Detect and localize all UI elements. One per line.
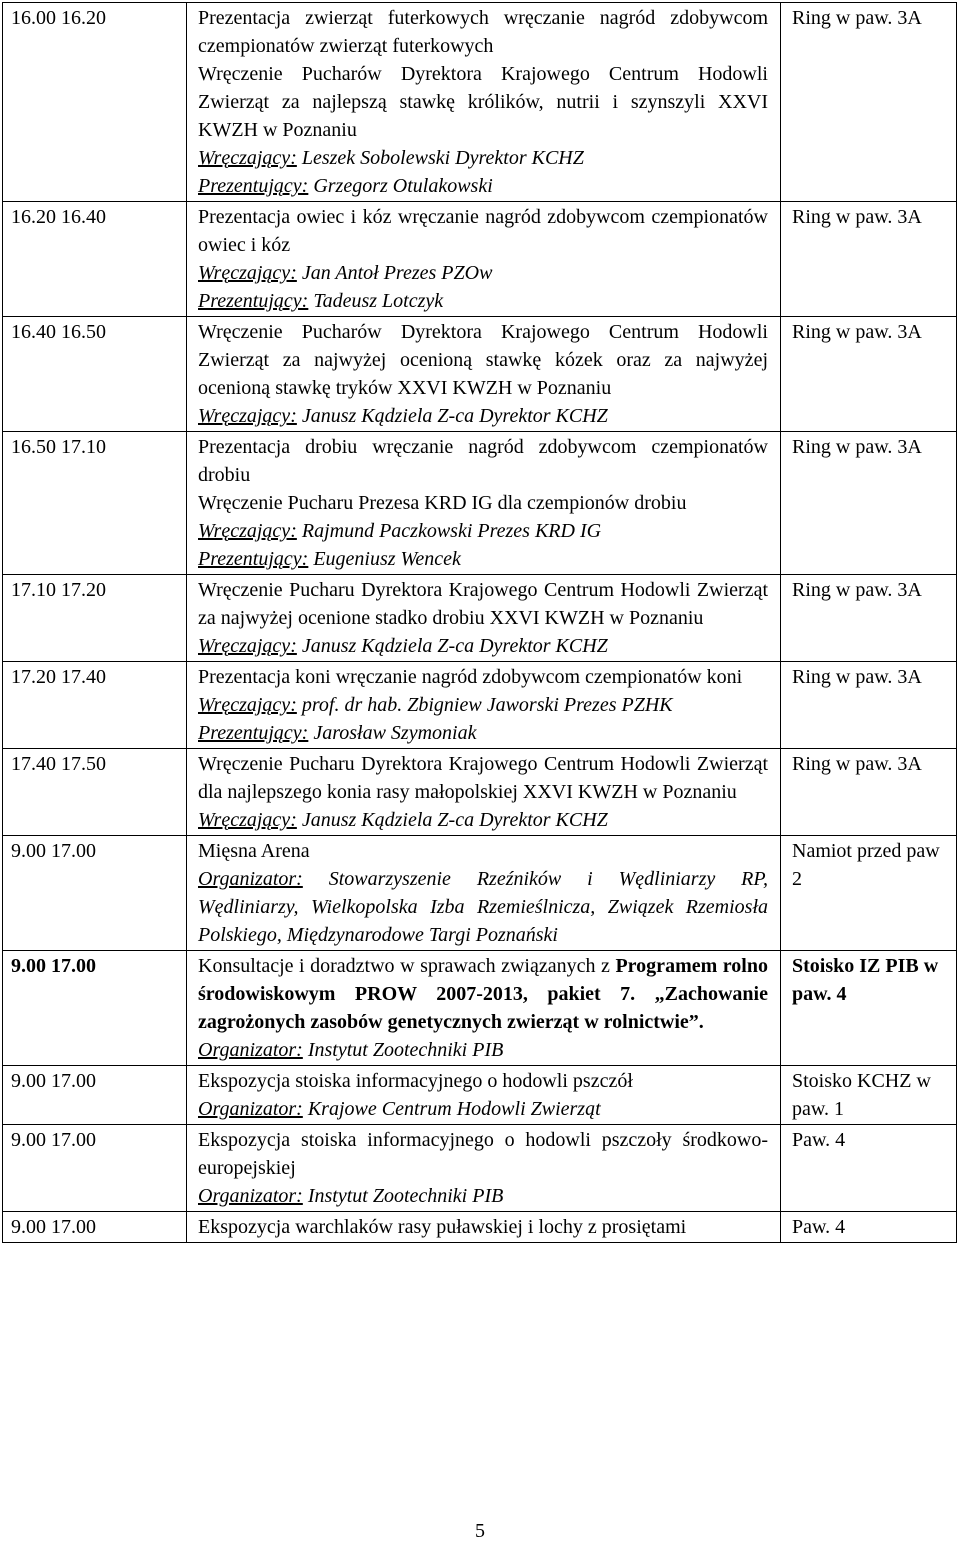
description-cell: [187, 575, 781, 662]
location-cell: Ring w paw. 3A: [781, 202, 957, 317]
schedule-row: [3, 432, 957, 575]
description-cell: [187, 749, 781, 836]
role-person: Tadeusz Lotczyk: [308, 290, 444, 312]
description-line: Mięsna Arena: [198, 840, 310, 862]
role-line: [198, 517, 768, 545]
role-label: Prezentujący:: [198, 722, 309, 744]
role-person: Janusz Kądziela Z-ca Dyrektor KCHZ: [296, 635, 608, 657]
description-cell: [187, 662, 781, 749]
schedule-row: [3, 662, 957, 749]
role-line: [198, 806, 768, 834]
role-line: [198, 865, 768, 949]
role-line: [198, 172, 768, 200]
role-label: Organizator:: [198, 868, 303, 890]
schedule-row: [3, 1125, 957, 1212]
description-text: Konsultacje i doradztwo w sprawach związanych z: [198, 955, 616, 977]
page-number: 5: [475, 1520, 485, 1542]
role-person: Janusz Kądziela Z-ca Dyrektor KCHZ: [296, 405, 608, 427]
time-cell: 16.50 17.10: [3, 432, 187, 575]
schedule-row: [3, 951, 957, 1066]
time-cell: 16.40 16.50: [3, 317, 187, 432]
role-line: [198, 1095, 768, 1123]
description-line: Prezentacja zwierząt futerkowych wręczanie nagród zdobywcom czempionatów zwierząt futerkowych: [198, 7, 768, 57]
schedule-table: [2, 2, 957, 1243]
location-cell: Ring w paw. 3A: [781, 749, 957, 836]
role-line: [198, 632, 768, 660]
time-cell: 17.10 17.20: [3, 575, 187, 662]
role-line: [198, 719, 768, 747]
role-label: Prezentujący:: [198, 175, 309, 197]
description-cell: [187, 3, 781, 202]
time-cell: 9.00 17.00: [3, 1212, 187, 1243]
schedule-row: [3, 317, 957, 432]
location-cell: Stoisko IZ PIB w paw. 4: [781, 951, 957, 1066]
description-line: Wręczenie Pucharu Dyrektora Krajowego Centrum Hodowli Zwierząt za najwyżej ocenione stadko drobiu XXVI KWZH w Poznaniu: [198, 579, 768, 629]
role-person: Janusz Kądziela Z-ca Dyrektor KCHZ: [296, 809, 608, 831]
description-cell: [187, 951, 781, 1066]
role-person: Grzegorz Otulakowski: [308, 175, 493, 197]
role-person: Jarosław Szymoniak: [308, 722, 477, 744]
description-line: Ekspozycja stoiska informacyjnego o hodowli pszczół: [198, 1070, 633, 1092]
role-label: Prezentujący:: [198, 290, 309, 312]
schedule-row: [3, 575, 957, 662]
description-line: Wręczenie Pucharów Dyrektora Krajowego Centrum Hodowli Zwierząt za najlepszą stawkę królików, nutrii i szynszyli XXVI KWZH w Poznaniu: [198, 63, 768, 141]
role-person: prof. dr hab. Zbigniew Jaworski Prezes PZHK: [296, 694, 673, 716]
location-cell: Ring w paw. 3A: [781, 662, 957, 749]
description-cell: [187, 1125, 781, 1212]
location-cell: Ring w paw. 3A: [781, 575, 957, 662]
role-label: Organizator:: [198, 1039, 303, 1061]
schedule-body: [3, 3, 957, 1243]
time-cell: 17.40 17.50: [3, 749, 187, 836]
role-person: Eugeniusz Wencek: [308, 548, 461, 570]
description-cell: [187, 317, 781, 432]
description-line: Wręczenie Pucharu Prezesa KRD IG dla czempionów drobiu: [198, 492, 687, 514]
description-line: Prezentacja owiec i kóz wręczanie nagród zdobywcom czempionatów owiec i kóz: [198, 206, 768, 256]
schedule-row: [3, 202, 957, 317]
role-line: [198, 402, 768, 430]
schedule-row: [3, 3, 957, 202]
role-label: Wręczający:: [198, 635, 297, 657]
location-cell: Namiot przed paw 2: [781, 836, 957, 951]
description-cell: [187, 202, 781, 317]
role-person: Leszek Sobolewski Dyrektor KCHZ: [296, 147, 584, 169]
location-cell: Paw. 4: [781, 1125, 957, 1212]
description-line: Wręczenie Pucharów Dyrektora Krajowego Centrum Hodowli Zwierząt za najwyżej ocenioną stawkę kózek oraz za najwyżej ocenioną stawkę tryków XXVI KWZH w Poznaniu: [198, 321, 768, 399]
description-cell: [187, 1066, 781, 1125]
role-label: Wręczający:: [198, 520, 297, 542]
description-cell: [187, 836, 781, 951]
role-label: Wręczający:: [198, 809, 297, 831]
schedule-row: [3, 749, 957, 836]
description-line: Prezentacja koni wręczanie nagród zdobywcom czempionatów koni: [198, 666, 743, 688]
role-label: Prezentujący:: [198, 548, 309, 570]
schedule-row: [3, 836, 957, 951]
location-cell: Paw. 4: [781, 1212, 957, 1243]
role-person: Rajmund Paczkowski Prezes KRD IG: [296, 520, 602, 542]
role-label: Wręczający:: [198, 262, 297, 284]
time-cell: 9.00 17.00: [3, 1125, 187, 1212]
role-label: Organizator:: [198, 1098, 303, 1120]
time-cell: 16.20 16.40: [3, 202, 187, 317]
role-person: Jan Antoł Prezes PZOw: [296, 262, 493, 284]
time-cell: 9.00 17.00: [3, 1066, 187, 1125]
location-cell: Ring w paw. 3A: [781, 317, 957, 432]
role-label: Wręczający:: [198, 694, 297, 716]
role-line: [198, 1182, 768, 1210]
role-person: Instytut Zootechniki PIB: [302, 1185, 504, 1207]
role-line: [198, 691, 768, 719]
time-cell: 17.20 17.40: [3, 662, 187, 749]
description-cell: [187, 432, 781, 575]
role-person: Instytut Zootechniki PIB: [302, 1039, 504, 1061]
role-person: Krajowe Centrum Hodowli Zwierząt: [302, 1098, 601, 1120]
schedule-row: [3, 1066, 957, 1125]
role-label: Wręczający:: [198, 147, 297, 169]
location-cell: Ring w paw. 3A: [781, 432, 957, 575]
role-line: [198, 287, 768, 315]
role-line: [198, 1036, 768, 1064]
program-name: Programem rolno środowiskowym PROW 2007-2013, pakiet 7. „Zachowanie zagrożonych zasobów genetycznych zwierząt w rolnictwie”.: [198, 955, 768, 1033]
description-line: Ekspozycja warchlaków rasy puławskiej i lochy z prosiętami: [198, 1216, 687, 1238]
description-line: Prezentacja drobiu wręczanie nagród zdobywcom czempionatów drobiu: [198, 436, 768, 486]
description-line: Ekspozycja stoiska informacyjnego o hodowli pszczoły środkowo-europejskiej: [198, 1129, 768, 1179]
description-cell: [187, 1212, 781, 1243]
role-line: [198, 545, 768, 573]
role-person: Stowarzyszenie Rzeźników i Wędliniarzy RP, Wędliniarzy, Wielkopolska Izba Rzemieślnicza, Związek Rzemiosła Polskiego, Międzynarodowe Targi Poznański: [198, 868, 768, 946]
role-line: [198, 259, 768, 287]
location-cell: Stoisko KCHZ w paw. 1: [781, 1066, 957, 1125]
role-label: Wręczający:: [198, 405, 297, 427]
role-label: Organizator:: [198, 1185, 303, 1207]
schedule-row: [3, 1212, 957, 1243]
description-line: Wręczenie Pucharu Dyrektora Krajowego Centrum Hodowli Zwierząt dla najlepszego konia rasy małopolskiej XXVI KWZH w Poznaniu: [198, 753, 768, 803]
time-cell: 9.00 17.00: [3, 951, 187, 1066]
location-cell: Ring w paw. 3A: [781, 3, 957, 202]
description-line: [198, 952, 768, 1036]
time-cell: 16.00 16.20: [3, 3, 187, 202]
role-line: [198, 144, 768, 172]
time-cell: 9.00 17.00: [3, 836, 187, 951]
